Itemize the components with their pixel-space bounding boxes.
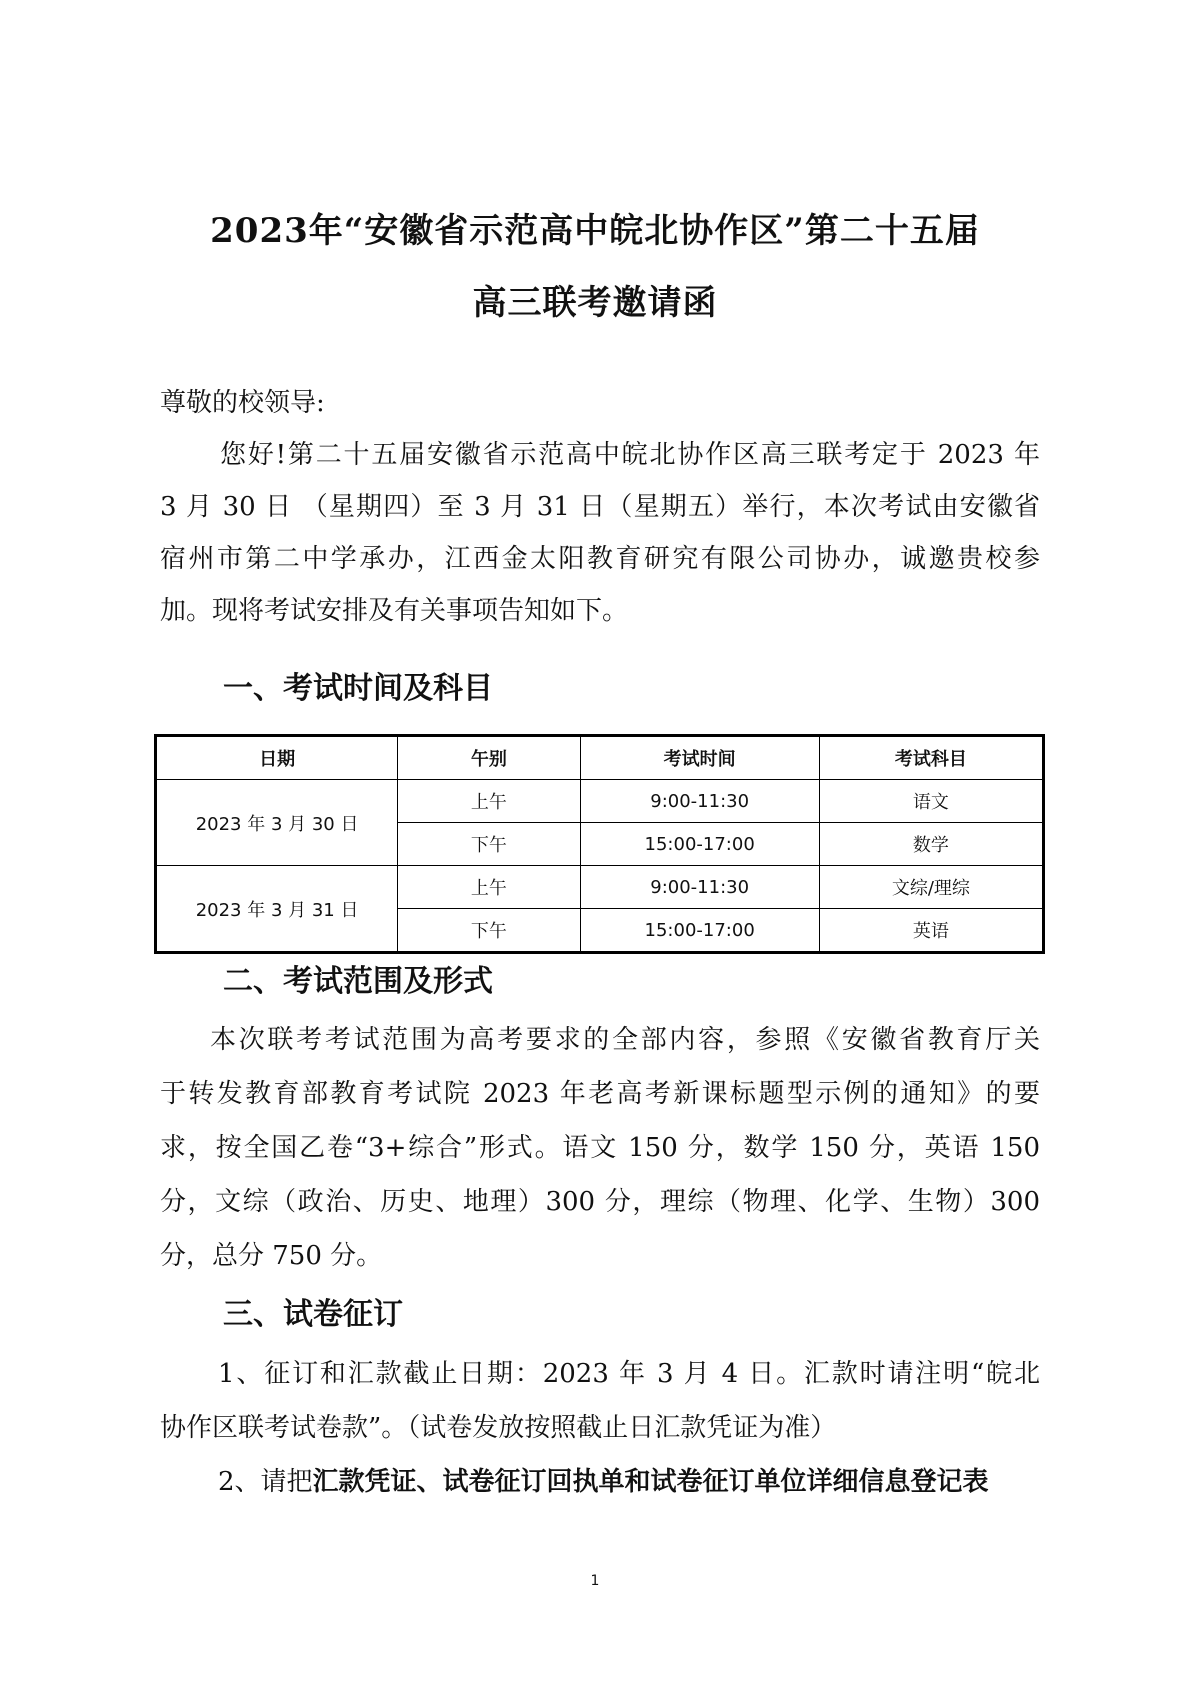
table-header-row [156,736,1044,780]
greeting: 尊敬的校领导: [160,388,325,418]
section2-line: 求，按全国乙卷“3+综合”形式。语文 150 分，数学 150 分，英语 150 [160,1133,1040,1163]
section2-line: 于转发教育部教育考试院 2023 年老高考新课标题型示例的通知》的要 [160,1079,1040,1109]
exam-schedule-table [154,734,1045,954]
subject-cell: 语文 [819,780,1043,823]
time-cell: 15:00-17:00 [580,909,819,953]
intro-line: 3 月 30 日 （星期四）至 3 月 31 日（星期五）举行，本次考试由安徽省 [160,492,1040,522]
document-title-line2: 高三联考邀请函 [472,283,718,323]
date-cell: 2023 年 3 月 30 日 [156,780,398,866]
time-cell: 9:00-11:30 [580,866,819,909]
time-cell: 9:00-11:30 [580,780,819,823]
section2-heading: 二、考试范围及形式 [223,964,493,999]
header-subject: 考试科目 [819,736,1043,780]
period-cell: 上午 [398,780,580,823]
section3-item2-bold-text: 汇款凭证、试卷征订回执单和试卷征订单位详细信息登记表 [312,1467,989,1497]
period-cell: 下午 [398,909,580,953]
section2-line: 分，总分 750 分。 [160,1241,383,1271]
section3-item1-line: 协作区联考试卷款”。（试卷发放按照截止日汇款凭证为准） [160,1413,837,1443]
table-row [156,780,1044,823]
section2-line: 本次联考考试范围为高考要求的全部内容，参照《安徽省教育厅关 [210,1025,1040,1055]
time-cell: 15:00-17:00 [580,823,819,866]
subject-cell: 文综/理综 [819,866,1043,909]
page-number: 1 [590,1573,600,1589]
section2-line: 分，文综（政治、历史、地理）300 分，理综（物理、化学、生物）300 [160,1187,1040,1217]
intro-line: 加。现将考试安排及有关事项告知如下。 [160,596,629,626]
period-cell: 上午 [398,866,580,909]
section3-heading: 三、试卷征订 [223,1297,403,1332]
section3-item2-prefix: 2、请把 [218,1467,313,1497]
intro-line: 宿州市第二中学承办，江西金太阳教育研究有限公司协办，诚邀贵校参 [160,544,1040,574]
table-row [156,866,1044,909]
intro-line: 您好!第二十五届安徽省示范高中皖北协作区高三联考定于 2023 年 [220,440,1040,470]
header-time: 考试时间 [580,736,819,780]
subject-cell: 英语 [819,909,1043,953]
date-cell: 2023 年 3 月 31 日 [156,866,398,953]
header-date: 日期 [156,736,398,780]
header-period: 午别 [398,736,580,780]
section3-item2-line [218,1464,1040,1500]
document-title-line1: 2023年“安徽省示范高中皖北协作区”第二十五届 [210,211,980,251]
section1-heading: 一、考试时间及科目 [223,671,493,706]
section3-item1-line: 1、征订和汇款截止日期：2023 年 3 月 4 日。汇款时请注明“皖北 [218,1359,1040,1389]
period-cell: 下午 [398,823,580,866]
subject-cell: 数学 [819,823,1043,866]
